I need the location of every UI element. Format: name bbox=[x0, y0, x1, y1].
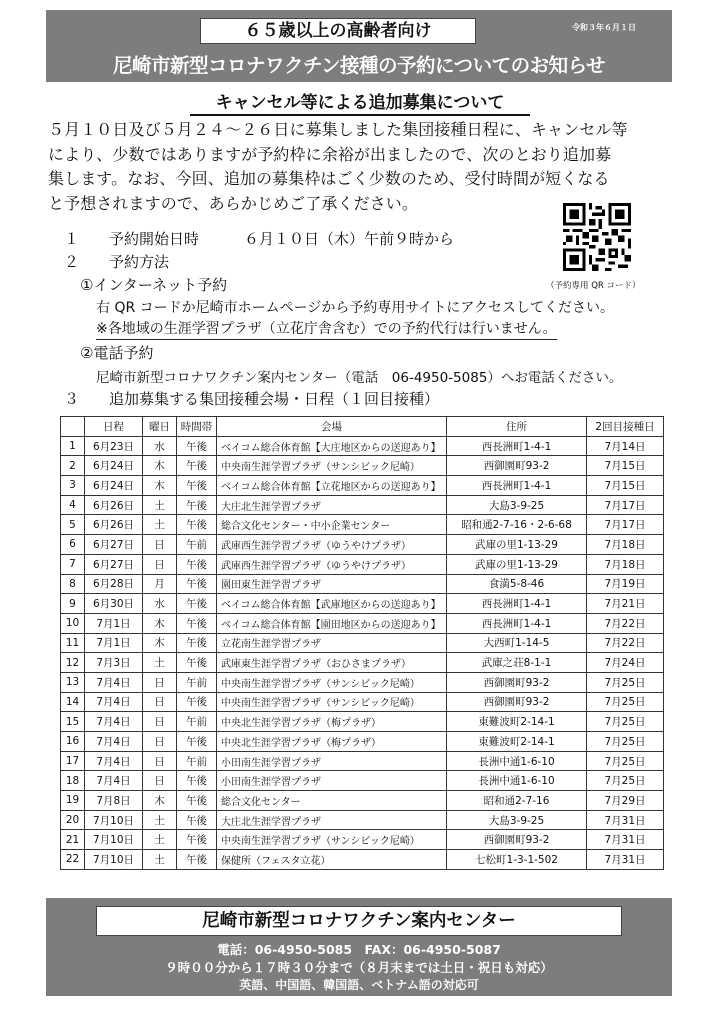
second-dose-date-cell: 7月31日 bbox=[587, 850, 664, 870]
time-slot-cell: 午後 bbox=[177, 476, 217, 496]
date-cell: 6月26日 bbox=[85, 515, 143, 535]
intro-paragraph bbox=[48, 118, 678, 216]
row-number: 13 bbox=[61, 672, 85, 692]
table-row bbox=[61, 594, 664, 614]
weekday-cell: 木 bbox=[143, 476, 177, 496]
time-slot-cell: 午後 bbox=[177, 515, 217, 535]
second-dose-date-cell: 7月29日 bbox=[587, 791, 664, 811]
footer-languages: 英語、中国語、韓国語、ベトナム語の対応可 bbox=[239, 978, 479, 992]
weekday-cell: 土 bbox=[143, 850, 177, 870]
venue-cell: 中央南生涯学習プラザ（サンシビック尼崎） bbox=[217, 692, 447, 712]
weekday-cell: 木 bbox=[143, 633, 177, 653]
table-row bbox=[61, 535, 664, 555]
time-slot-cell: 午後 bbox=[177, 633, 217, 653]
item-reservation-start: １ 予約開始日時 ６月１０日（木）午前９時から bbox=[64, 230, 455, 248]
time-slot-cell: 午前 bbox=[177, 535, 217, 555]
weekday-cell: 木 bbox=[143, 791, 177, 811]
internet-reservation-text: 右 QR コードか尼崎市ホームページから予約専用サイトにアクセスしてください。 bbox=[96, 300, 614, 316]
time-slot-cell: 午後 bbox=[177, 810, 217, 830]
address-cell: 西御園町93-2 bbox=[447, 692, 587, 712]
second-dose-date-cell: 7月25日 bbox=[587, 732, 664, 752]
table-row bbox=[61, 850, 664, 870]
second-dose-date-cell: 7月15日 bbox=[587, 476, 664, 496]
date-cell: 7月4日 bbox=[85, 672, 143, 692]
column-header: 住所 bbox=[447, 417, 587, 437]
venue-cell: 総合文化センター・中小企業センター bbox=[217, 515, 447, 535]
date-cell: 7月10日 bbox=[85, 830, 143, 850]
date-cell: 7月4日 bbox=[85, 732, 143, 752]
weekday-cell: 日 bbox=[143, 535, 177, 555]
time-slot-cell: 午後 bbox=[177, 791, 217, 811]
row-number: 4 bbox=[61, 495, 85, 515]
internet-reservation-note: ※各地域の生涯学習プラザ（立花庁舎含む）での予約代行は行いません。 bbox=[96, 318, 557, 340]
address-cell: 西長洲町1-4-1 bbox=[447, 594, 587, 614]
address-cell: 西長洲町1-4-1 bbox=[447, 476, 587, 496]
address-cell: 西長洲町1-4-1 bbox=[447, 436, 587, 456]
row-number: 20 bbox=[61, 810, 85, 830]
time-slot-cell: 午後 bbox=[177, 732, 217, 752]
address-cell: 西御園町93-2 bbox=[447, 672, 587, 692]
second-dose-date-cell: 7月25日 bbox=[587, 712, 664, 732]
address-cell: 武庫の里1-13-29 bbox=[447, 554, 587, 574]
address-cell: 武庫之荘8-1-1 bbox=[447, 653, 587, 673]
table-header-row bbox=[61, 417, 664, 437]
second-dose-date-cell: 7月21日 bbox=[587, 594, 664, 614]
row-number: 17 bbox=[61, 751, 85, 771]
column-header: 時間帯 bbox=[177, 417, 217, 437]
table-row bbox=[61, 554, 664, 574]
address-cell: 昭和通2-7-16・2-6-68 bbox=[447, 515, 587, 535]
date-cell: 6月24日 bbox=[85, 476, 143, 496]
row-number: 11 bbox=[61, 633, 85, 653]
venue-cell: 小田南生涯学習プラザ bbox=[217, 751, 447, 771]
table-row bbox=[61, 751, 664, 771]
time-slot-cell: 午後 bbox=[177, 653, 217, 673]
time-slot-cell: 午後 bbox=[177, 495, 217, 515]
weekday-cell: 日 bbox=[143, 751, 177, 771]
date-cell: 7月4日 bbox=[85, 712, 143, 732]
table-row bbox=[61, 613, 664, 633]
qr-caption: （予約専用 QR コード） bbox=[546, 281, 641, 291]
venue-cell: 中央北生涯学習プラザ（梅プラザ） bbox=[217, 732, 447, 752]
second-dose-date-cell: 7月25日 bbox=[587, 672, 664, 692]
time-slot-cell: 午後 bbox=[177, 594, 217, 614]
date-cell: 7月1日 bbox=[85, 613, 143, 633]
time-slot-cell: 午前 bbox=[177, 712, 217, 732]
venue-cell: 武庫西生涯学習プラザ（ゆうやけプラザ） bbox=[217, 554, 447, 574]
section-title: キャンセル等による追加募集について bbox=[190, 88, 530, 116]
intro-line: ５月１０日及び５月２４～２６日に募集しました集団接種日程に、キャンセル等 bbox=[48, 120, 628, 139]
venue-cell: 小田南生涯学習プラザ bbox=[217, 771, 447, 791]
date-cell: 6月27日 bbox=[85, 554, 143, 574]
date-cell: 6月23日 bbox=[85, 436, 143, 456]
header-subtitle: ６５歳以上の高齢者向け bbox=[200, 18, 476, 44]
venue-cell: 中央北生涯学習プラザ（梅プラザ） bbox=[217, 712, 447, 732]
second-dose-date-cell: 7月17日 bbox=[587, 495, 664, 515]
address-cell: 長洲中通1-6-10 bbox=[447, 751, 587, 771]
row-number: 5 bbox=[61, 515, 85, 535]
date-cell: 6月26日 bbox=[85, 495, 143, 515]
row-number: 2 bbox=[61, 456, 85, 476]
time-slot-cell: 午後 bbox=[177, 574, 217, 594]
weekday-cell: 日 bbox=[143, 771, 177, 791]
venue-cell: 大庄北生涯学習プラザ bbox=[217, 495, 447, 515]
time-slot-cell: 午後 bbox=[177, 613, 217, 633]
second-dose-date-cell: 7月22日 bbox=[587, 613, 664, 633]
second-dose-date-cell: 7月31日 bbox=[587, 810, 664, 830]
address-cell: 大島3-9-25 bbox=[447, 495, 587, 515]
table-row bbox=[61, 436, 664, 456]
column-header bbox=[61, 417, 85, 437]
internet-reservation-heading: ①インターネット予約 bbox=[80, 276, 228, 294]
second-dose-date-cell: 7月18日 bbox=[587, 535, 664, 555]
weekday-cell: 木 bbox=[143, 613, 177, 633]
address-cell: 昭和通2-7-16 bbox=[447, 791, 587, 811]
table-row bbox=[61, 633, 664, 653]
row-number: 19 bbox=[61, 791, 85, 811]
row-number: 1 bbox=[61, 436, 85, 456]
venue-cell: 中央南生涯学習プラザ（サンシビック尼崎） bbox=[217, 672, 447, 692]
column-header: 2回目接種日 bbox=[587, 417, 664, 437]
second-dose-date-cell: 7月18日 bbox=[587, 554, 664, 574]
second-dose-date-cell: 7月17日 bbox=[587, 515, 664, 535]
venue-cell: 園田東生涯学習プラザ bbox=[217, 574, 447, 594]
weekday-cell: 土 bbox=[143, 653, 177, 673]
venue-cell: 中央南生涯学習プラザ（サンシビック尼崎） bbox=[217, 456, 447, 476]
address-cell: 東難波町2-14-1 bbox=[447, 732, 587, 752]
schedule-table bbox=[60, 416, 664, 870]
venue-cell: ベイコム総合体育館【大庄地区からの送迎あり】 bbox=[217, 436, 447, 456]
table-row bbox=[61, 692, 664, 712]
second-dose-date-cell: 7月24日 bbox=[587, 653, 664, 673]
row-number: 14 bbox=[61, 692, 85, 712]
intro-line: と予想されますので、あらかじめご了承ください。 bbox=[48, 193, 418, 213]
venue-cell: 中央南生涯学習プラザ（サンシビック尼崎） bbox=[217, 830, 447, 850]
venue-cell: ベイコム総合体育館【立花地区からの送迎あり】 bbox=[217, 476, 447, 496]
table-row bbox=[61, 791, 664, 811]
venue-cell: 立花南生涯学習プラザ bbox=[217, 633, 447, 653]
venue-cell: 保健所（フェスタ立花） bbox=[217, 850, 447, 870]
phone-reservation-heading: ②電話予約 bbox=[80, 344, 154, 362]
venue-cell: 武庫東生涯学習プラザ（おひさまプラザ） bbox=[217, 653, 447, 673]
table-row bbox=[61, 495, 664, 515]
time-slot-cell: 午後 bbox=[177, 436, 217, 456]
venue-cell: 大庄北生涯学習プラザ bbox=[217, 810, 447, 830]
time-slot-cell: 午前 bbox=[177, 672, 217, 692]
venue-cell: ベイコム総合体育館【園田地区からの送迎あり】 bbox=[217, 613, 447, 633]
second-dose-date-cell: 7月25日 bbox=[587, 751, 664, 771]
date-cell: 7月8日 bbox=[85, 791, 143, 811]
date-cell: 6月30日 bbox=[85, 594, 143, 614]
column-header: 日程 bbox=[85, 417, 143, 437]
address-cell: 長洲中通1-6-10 bbox=[447, 771, 587, 791]
date-cell: 6月28日 bbox=[85, 574, 143, 594]
time-slot-cell: 午後 bbox=[177, 554, 217, 574]
page-title: 尼崎市新型コロナワクチン接種の予約についてのお知らせ bbox=[112, 54, 606, 77]
address-cell: 武庫の里1-13-29 bbox=[447, 535, 587, 555]
row-number: 18 bbox=[61, 771, 85, 791]
second-dose-date-cell: 7月22日 bbox=[587, 633, 664, 653]
weekday-cell: 土 bbox=[143, 810, 177, 830]
weekday-cell: 土 bbox=[143, 515, 177, 535]
second-dose-date-cell: 7月14日 bbox=[587, 436, 664, 456]
address-cell: 大西町1-14-5 bbox=[447, 633, 587, 653]
table-row bbox=[61, 771, 664, 791]
weekday-cell: 土 bbox=[143, 495, 177, 515]
table-row bbox=[61, 653, 664, 673]
date-cell: 7月4日 bbox=[85, 751, 143, 771]
date-cell: 6月27日 bbox=[85, 535, 143, 555]
table-row bbox=[61, 672, 664, 692]
issue-date: 令和３年６月１日 bbox=[572, 23, 636, 32]
table-row bbox=[61, 456, 664, 476]
row-number: 6 bbox=[61, 535, 85, 555]
row-number: 21 bbox=[61, 830, 85, 850]
weekday-cell: 水 bbox=[143, 436, 177, 456]
time-slot-cell: 午後 bbox=[177, 456, 217, 476]
date-cell: 6月24日 bbox=[85, 456, 143, 476]
date-cell: 7月10日 bbox=[85, 850, 143, 870]
date-cell: 7月1日 bbox=[85, 633, 143, 653]
phone-reservation-text: 尼崎市新型コロナワクチン案内センター（電話 06-4950-5085）へお電話ください。 bbox=[96, 370, 623, 386]
address-cell: 西御園町93-2 bbox=[447, 830, 587, 850]
footer-contact: 電話：06-4950-5085 FAX：06-4950-5087 bbox=[217, 942, 501, 957]
weekday-cell: 土 bbox=[143, 830, 177, 850]
table-row bbox=[61, 515, 664, 535]
venue-cell: ベイコム総合体育館【武庫地区からの送迎あり】 bbox=[217, 594, 447, 614]
table-row bbox=[61, 830, 664, 850]
second-dose-date-cell: 7月15日 bbox=[587, 456, 664, 476]
footer-title: 尼崎市新型コロナワクチン案内センター bbox=[96, 906, 622, 936]
column-header: 会場 bbox=[217, 417, 447, 437]
address-cell: 東難波町2-14-1 bbox=[447, 712, 587, 732]
venue-cell: 総合文化センター bbox=[217, 791, 447, 811]
qr-code-icon[interactable] bbox=[563, 203, 631, 271]
item-reservation-method: ２ 予約方法 bbox=[64, 253, 170, 271]
date-cell: 7月4日 bbox=[85, 771, 143, 791]
date-cell: 7月3日 bbox=[85, 653, 143, 673]
table-body bbox=[61, 436, 664, 869]
second-dose-date-cell: 7月25日 bbox=[587, 771, 664, 791]
row-number: 15 bbox=[61, 712, 85, 732]
time-slot-cell: 午後 bbox=[177, 771, 217, 791]
row-number: 3 bbox=[61, 476, 85, 496]
address-cell: 西御園町93-2 bbox=[447, 456, 587, 476]
item-schedule-heading: ３ 追加募集する集団接種会場・日程（１回目接種） bbox=[64, 390, 440, 408]
weekday-cell: 水 bbox=[143, 594, 177, 614]
second-dose-date-cell: 7月31日 bbox=[587, 830, 664, 850]
venue-cell: 武庫西生涯学習プラザ（ゆうやけプラザ） bbox=[217, 535, 447, 555]
table-row bbox=[61, 810, 664, 830]
address-cell: 大島3-9-25 bbox=[447, 810, 587, 830]
time-slot-cell: 午後 bbox=[177, 692, 217, 712]
table-row bbox=[61, 732, 664, 752]
date-cell: 7月4日 bbox=[85, 692, 143, 712]
column-header: 曜日 bbox=[143, 417, 177, 437]
second-dose-date-cell: 7月25日 bbox=[587, 692, 664, 712]
intro-line: 集します。なお、今回、追加の募集枠はごく少数のため、受付時間が短くなる bbox=[48, 169, 610, 188]
intro-line: により、少数ではありますが予約枠に余裕が出ましたので、次のとおり追加募 bbox=[48, 144, 612, 164]
date-cell: 7月10日 bbox=[85, 810, 143, 830]
weekday-cell: 月 bbox=[143, 574, 177, 594]
table-row bbox=[61, 712, 664, 732]
time-slot-cell: 午後 bbox=[177, 850, 217, 870]
address-cell: 七松町1-3-1-502 bbox=[447, 850, 587, 870]
weekday-cell: 日 bbox=[143, 672, 177, 692]
row-number: 9 bbox=[61, 594, 85, 614]
address-cell: 食満5-8-46 bbox=[447, 574, 587, 594]
weekday-cell: 日 bbox=[143, 692, 177, 712]
weekday-cell: 木 bbox=[143, 456, 177, 476]
row-number: 12 bbox=[61, 653, 85, 673]
table-row bbox=[61, 574, 664, 594]
row-number: 22 bbox=[61, 850, 85, 870]
weekday-cell: 日 bbox=[143, 712, 177, 732]
row-number: 16 bbox=[61, 732, 85, 752]
footer-hours: ９時００分から１７時３０分まで（８月末までは土日・祝日も対応） bbox=[165, 960, 553, 975]
weekday-cell: 日 bbox=[143, 732, 177, 752]
row-number: 10 bbox=[61, 613, 85, 633]
row-number: 8 bbox=[61, 574, 85, 594]
weekday-cell: 日 bbox=[143, 554, 177, 574]
time-slot-cell: 午後 bbox=[177, 830, 217, 850]
address-cell: 西長洲町1-4-1 bbox=[447, 613, 587, 633]
time-slot-cell: 午前 bbox=[177, 751, 217, 771]
table-row bbox=[61, 476, 664, 496]
second-dose-date-cell: 7月19日 bbox=[587, 574, 664, 594]
row-number: 7 bbox=[61, 554, 85, 574]
